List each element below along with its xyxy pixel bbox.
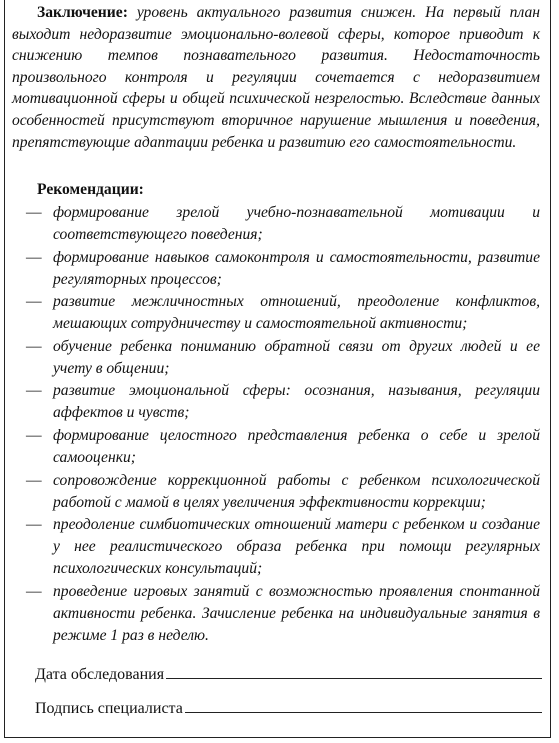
recommendation-text: формирование целостного представления ребенка о себе и зрелой самооценки; xyxy=(53,426,540,466)
recommendation-text: преодоление симбиотических отношений матери с ребенком и создание у нее реалистического образа ребенка при помощи регулярных психологических консультаций; xyxy=(53,516,540,578)
recommendation-text: сопровождение коррекционной работы с ребенком психологической работой с мамой в целях увеличения эффективности коррекции; xyxy=(53,471,540,511)
dash-marker: — xyxy=(26,516,42,534)
signature-row xyxy=(35,698,542,718)
recommendation-text: развитие эмоциональной сферы: осознания, называния, регуляции аффектов и чувств; xyxy=(53,382,540,422)
recommendation-text: формирование зрелой учебно-познавательной мотивации и соответствующего поведения; xyxy=(53,204,540,243)
dash-marker: — xyxy=(26,204,42,221)
recommendation-item xyxy=(12,202,540,246)
recommendation-text: формирование навыков самоконтроля и самостоятельности, развитие регуляторных процессов; xyxy=(53,248,540,288)
recommendation-item xyxy=(12,336,540,380)
dash-marker: — xyxy=(26,248,42,266)
signature-label: Подпись специалиста xyxy=(35,700,183,717)
recommendation-item xyxy=(12,247,540,291)
dash-marker: — xyxy=(26,293,42,311)
exam-date-label: Дата обследования xyxy=(35,666,165,683)
dash-marker: — xyxy=(26,426,42,444)
recommendation-item xyxy=(12,291,540,335)
dash-marker: — xyxy=(26,382,42,400)
exam-date-field[interactable] xyxy=(166,664,542,679)
recommendation-item xyxy=(12,470,540,514)
exam-date-row xyxy=(35,664,542,684)
conclusion-label: Заключение: xyxy=(37,4,128,21)
conclusion-paragraph xyxy=(12,2,540,153)
recommendation-item xyxy=(12,514,540,580)
dash-marker: — xyxy=(26,337,42,355)
recommendation-item xyxy=(12,380,540,424)
recommendation-text: развитие межличностных отношений, преодоление конфликтов, мешающих сотрудничеству и самостоятельной активности; xyxy=(53,293,540,333)
recommendations-title: Рекомендации: xyxy=(37,181,144,198)
recommendation-item xyxy=(12,581,540,647)
dash-marker: — xyxy=(26,582,42,600)
dash-marker: — xyxy=(26,471,42,489)
recommendations-list xyxy=(12,202,540,647)
recommendation-text: обучение ребенка пониманию обратной связи от других людей и ее учету в общении; xyxy=(53,337,540,377)
conclusion-text: уровень актуального развития снижен. На первый план выходит недоразвитие эмоционально-волевой сферы, которое приводит к снижению темпов познавательного развития. Недостаточность произвольного контроля и регуляции сочетается с недоразвитием мотивационной сферы и общей психической незрелостью. Вследствие данных особенностей присутствуют вторичное нарушение мышления и поведения, препятствующие адаптации ребенка и развитию его самостоятельности. xyxy=(12,4,540,151)
recommendation-item xyxy=(12,425,540,469)
recommendation-text: проведение игровых занятий с возможностью проявления спонтанной активности ребенка. Зачисление ребенка на индивидуальные занятия в режиме 1 раз в неделю. xyxy=(53,582,540,644)
signature-field[interactable] xyxy=(185,698,542,713)
